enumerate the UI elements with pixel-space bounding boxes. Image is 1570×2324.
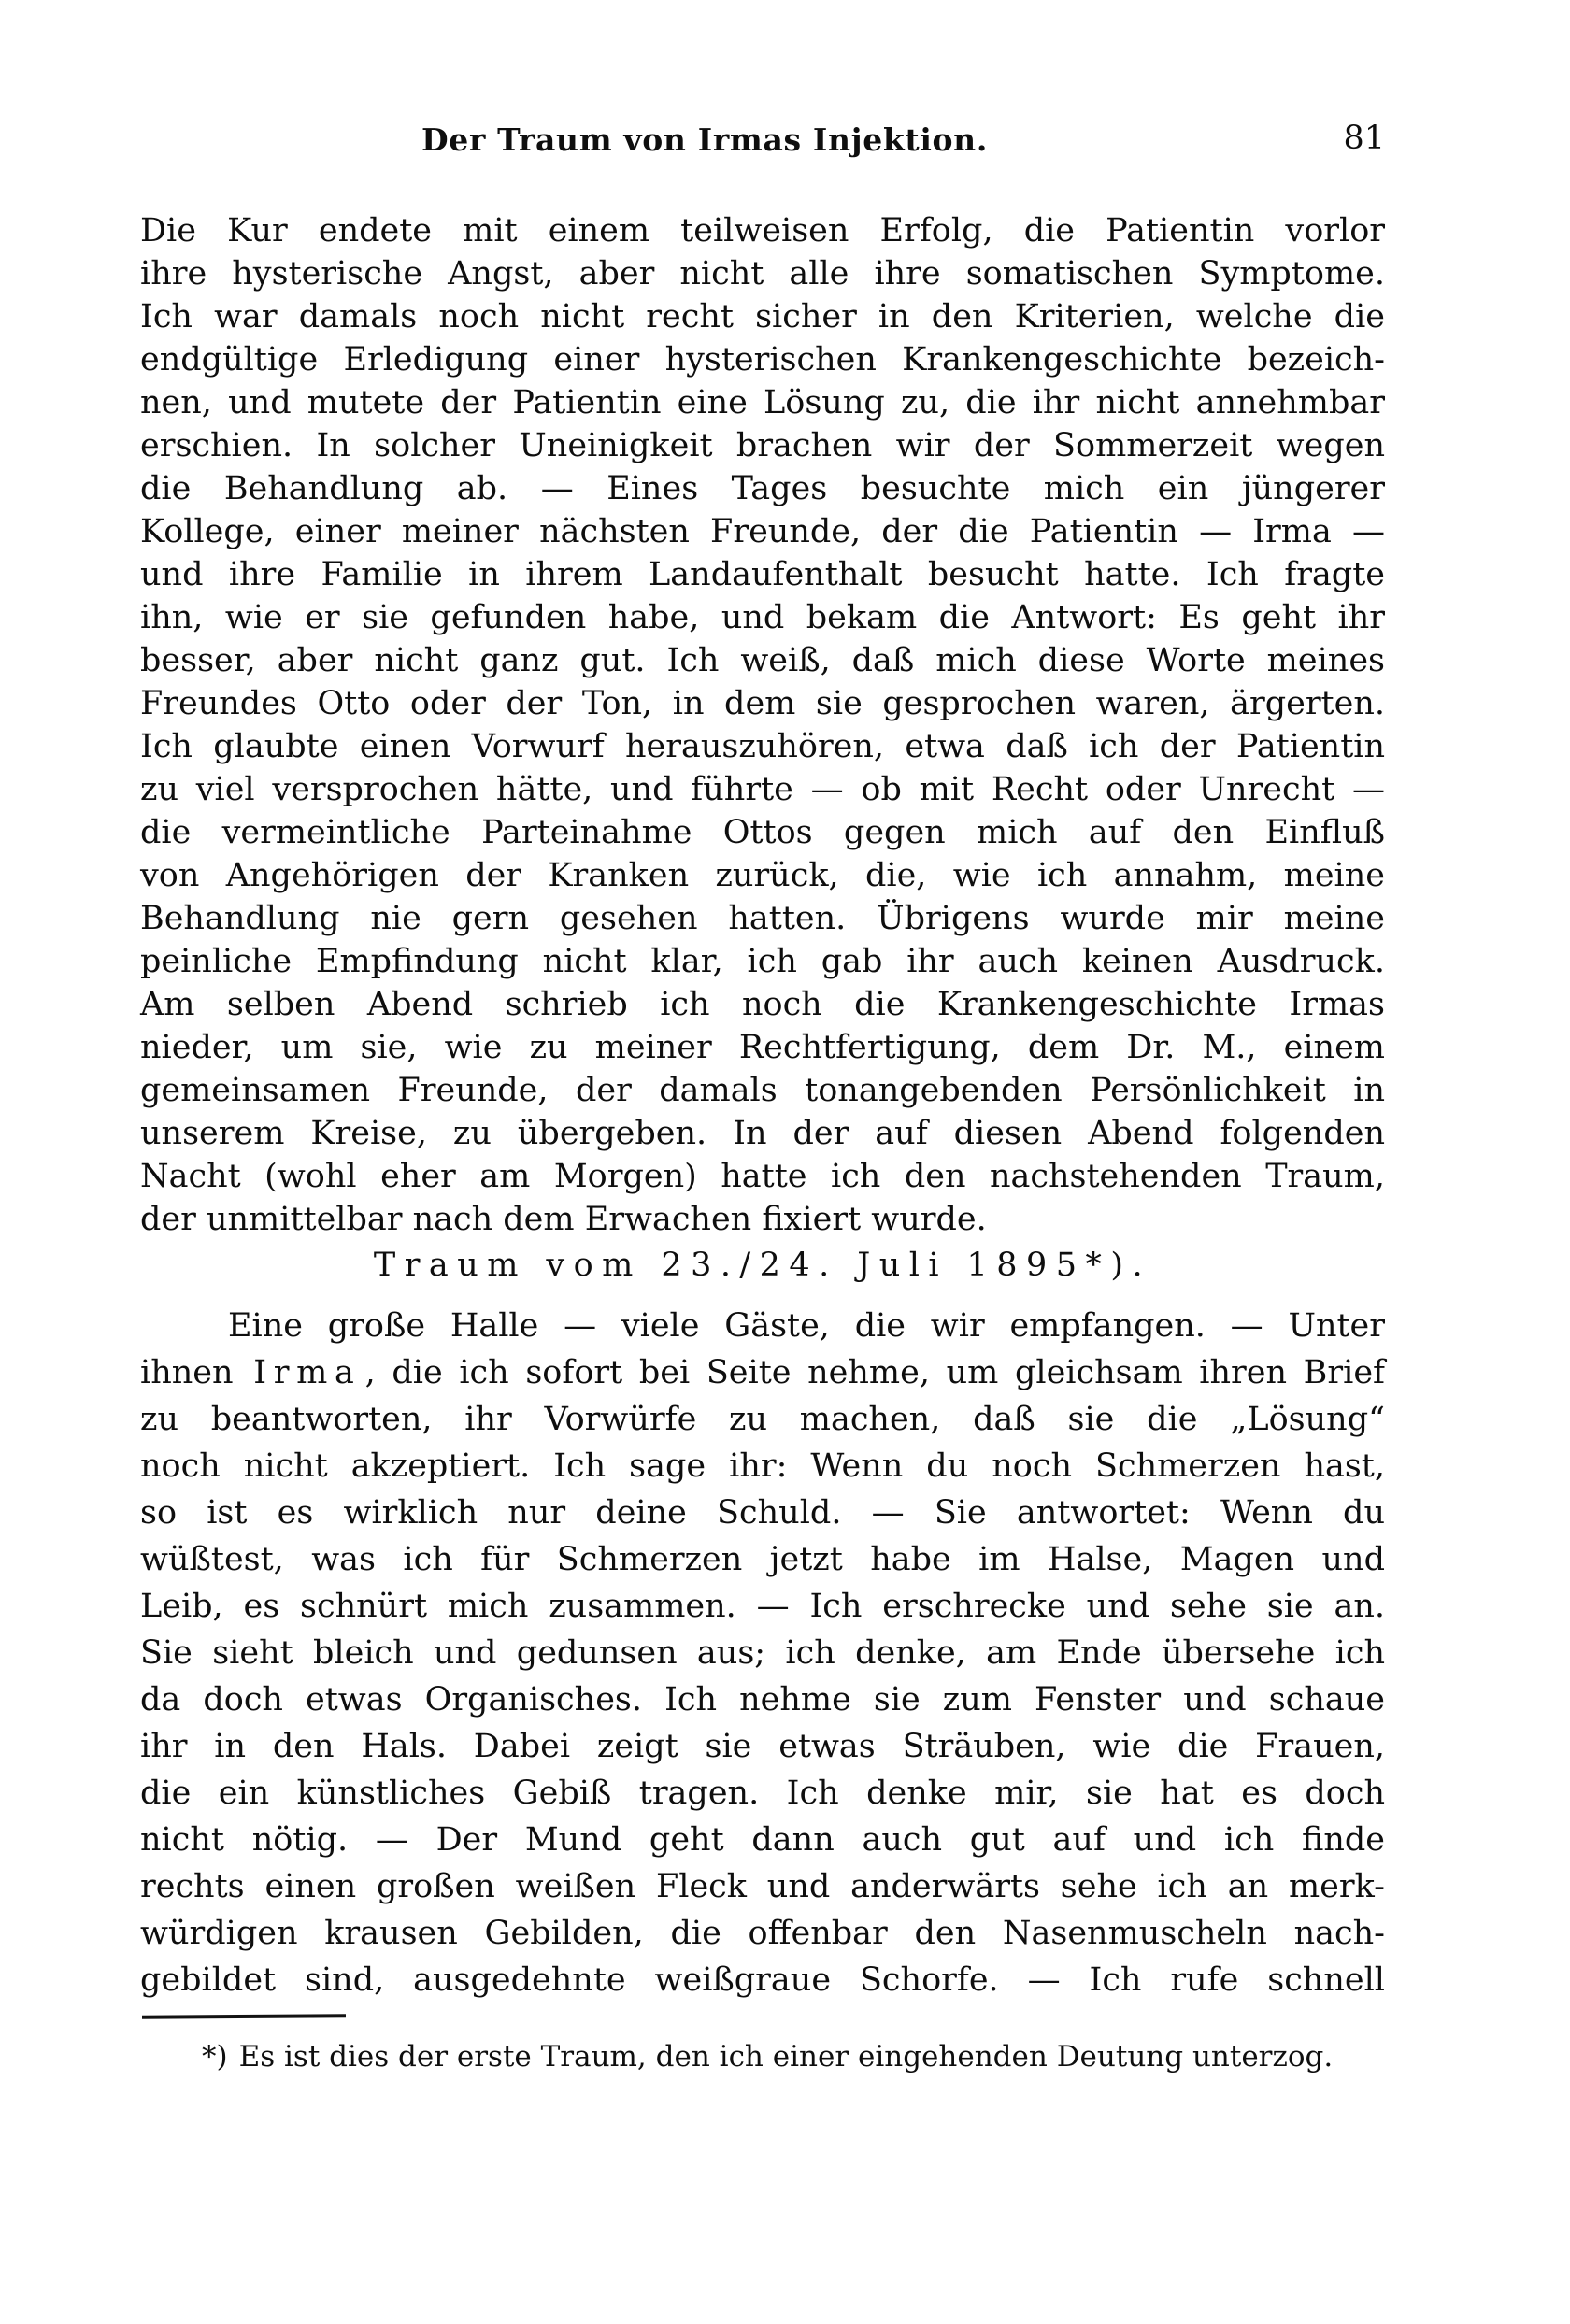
dream-heading: Traum vom 23./24. Juli 1895*).: [373, 1247, 1152, 1284]
text-line: ihre hysterische Angst, aber nicht alle ihre somatischen Symptome.: [140, 255, 1385, 292]
text-line: Behandlung nie gern gesehen hatten. Übrigens wurde mir meine: [140, 900, 1385, 937]
text-line: und ihre Familie in ihrem Landaufenthalt besucht hatte. Ich fragte: [140, 556, 1385, 593]
running-head: [140, 121, 1385, 163]
text-line: der unmittelbar nach dem Erwachen fixiert wurde.: [140, 1201, 987, 1238]
text-line: erschien. In solcher Uneinigkeit brachen wir der Sommerzeit wegen: [140, 427, 1385, 464]
dream-text-line: da doch etwas Organisches. Ich nehme sie zum Fenster und schaue: [140, 1681, 1385, 1718]
text-line: endgültige Erledigung einer hysterischen Krankengeschichte bezeich-: [140, 341, 1385, 378]
dream-text-line: Sie sieht bleich und gedunsen aus; ich denke, am Ende übersehe ich: [140, 1634, 1385, 1672]
text-line: die vermeintliche Parteinahme Ottos gegen mich auf den Einfluß: [140, 814, 1385, 851]
text-line: Am selben Abend schrieb ich noch die Krankengeschichte Irmas: [140, 986, 1385, 1023]
text-line: nen, und mutete der Patientin eine Lösung zu, die ihr nicht annehmbar: [140, 384, 1385, 421]
text-line: zu viel versprochen hätte, und führte — ob mit Recht oder Unrecht —: [140, 771, 1385, 808]
text-line: peinliche Empfindung nicht klar, ich gab ihr auch keinen Ausdruck.: [140, 943, 1385, 980]
dream-text-line: nicht nötig. — Der Mund geht dann auch gut auf und ich finde: [140, 1821, 1385, 1859]
dream-paragraph: [140, 1303, 1385, 2003]
text-line: Ich glaubte einen Vorwurf herauszuhören, etwa daß ich der Patientin: [140, 728, 1385, 765]
text-line: nieder, um sie, wie zu meiner Rechtfertigung, dem Dr. M., einem: [140, 1029, 1385, 1066]
text-line: unserem Kreise, zu übergeben. In der auf diesen Abend folgenden: [140, 1115, 1385, 1152]
text-line: Freundes Otto oder der Ton, in dem sie gesprochen waren, ärgerten.: [140, 685, 1385, 722]
text-line: gemeinsamen Freunde, der damals tonangebenden Persönlichkeit in: [140, 1072, 1385, 1109]
text-line: Nacht (wohl eher am Morgen) hatte ich den nachstehenden Traum,: [140, 1158, 1385, 1195]
spaced-name-irma: Irma: [253, 1354, 362, 1391]
dream-text-line: noch nicht akzeptiert. Ich sage ihr: Wenn du noch Schmerzen hast,: [140, 1447, 1385, 1485]
text-line: Ich war damals noch nicht recht sicher in den Kriterien, welche die: [140, 298, 1385, 335]
running-head-title: Der Traum von Irmas Injektion.: [421, 121, 988, 158]
page-number: 81: [1343, 120, 1385, 157]
text-line: von Angehörigen der Kranken zurück, die, wie ich annahm, meine: [140, 857, 1385, 894]
dream-text-line: gebildet sind, ausgedehnte weißgraue Schorfe. — Ich rufe schnell: [140, 1961, 1385, 1999]
dream-text-line: zu beantworten, ihr Vorwürfe zu machen, daß sie die „Lösung“: [140, 1401, 1385, 1438]
text-line: die Behandlung ab. — Eines Tages besuchte mich ein jüngerer: [140, 470, 1385, 507]
footnote-rule: [142, 2014, 346, 2019]
text-line: Kollege, einer meiner nächsten Freunde, der die Patientin — Irma —: [140, 513, 1385, 550]
dream-text-line: wüßtest, was ich für Schmerzen jetzt habe im Halse, Magen und: [140, 1541, 1385, 1578]
dream-text-line: so ist es wirklich nur deine Schuld. — Sie antwortet: Wenn du: [140, 1494, 1385, 1532]
dream-line-text: ihnen: [140, 1354, 250, 1391]
dream-text-line: Leib, es schnürt mich zusammen. — Ich erschrecke und sehe sie an.: [140, 1588, 1385, 1625]
footnote: [140, 2037, 1385, 2076]
text-line: ihn, wie er sie gefunden habe, und bekam die Antwort: Es geht ihr: [140, 599, 1385, 636]
footnote-line: [140, 2037, 1385, 2076]
text-line: besser, aber nicht ganz gut. Ich weiß, daß mich diese Worte meines: [140, 642, 1385, 679]
dream-text-line: [140, 1349, 1385, 1396]
footnote-text: Es ist dies der erste Traum, den ich einer eingehenden Deutung unterzog.: [238, 2040, 1334, 2074]
narrative-paragraph: [140, 209, 1385, 1241]
dream-line-text: , die ich sofort bei Seite nehme, um gleichsam ihren Brief: [364, 1354, 1385, 1391]
dream-text-line: die ein künstliches Gebiß tragen. Ich denke mir, sie hat es doch: [140, 1775, 1385, 1812]
dream-text-line: Eine große Halle — viele Gäste, die wir empfangen. — Unter: [228, 1307, 1385, 1345]
footnote-marker: *): [202, 2040, 228, 2074]
dream-text-line: ihr in den Hals. Dabei zeigt sie etwas Sträuben, wie die Frauen,: [140, 1728, 1385, 1765]
dream-text-line: würdigen krausen Gebilden, die offenbar den Nasenmuscheln nach-: [140, 1915, 1385, 1952]
dream-text-line: rechts einen großen weißen Fleck und anderwärts sehe ich an merk-: [140, 1868, 1385, 1905]
text-line: Die Kur endete mit einem teilweisen Erfolg, die Patientin vorlor: [140, 212, 1385, 250]
